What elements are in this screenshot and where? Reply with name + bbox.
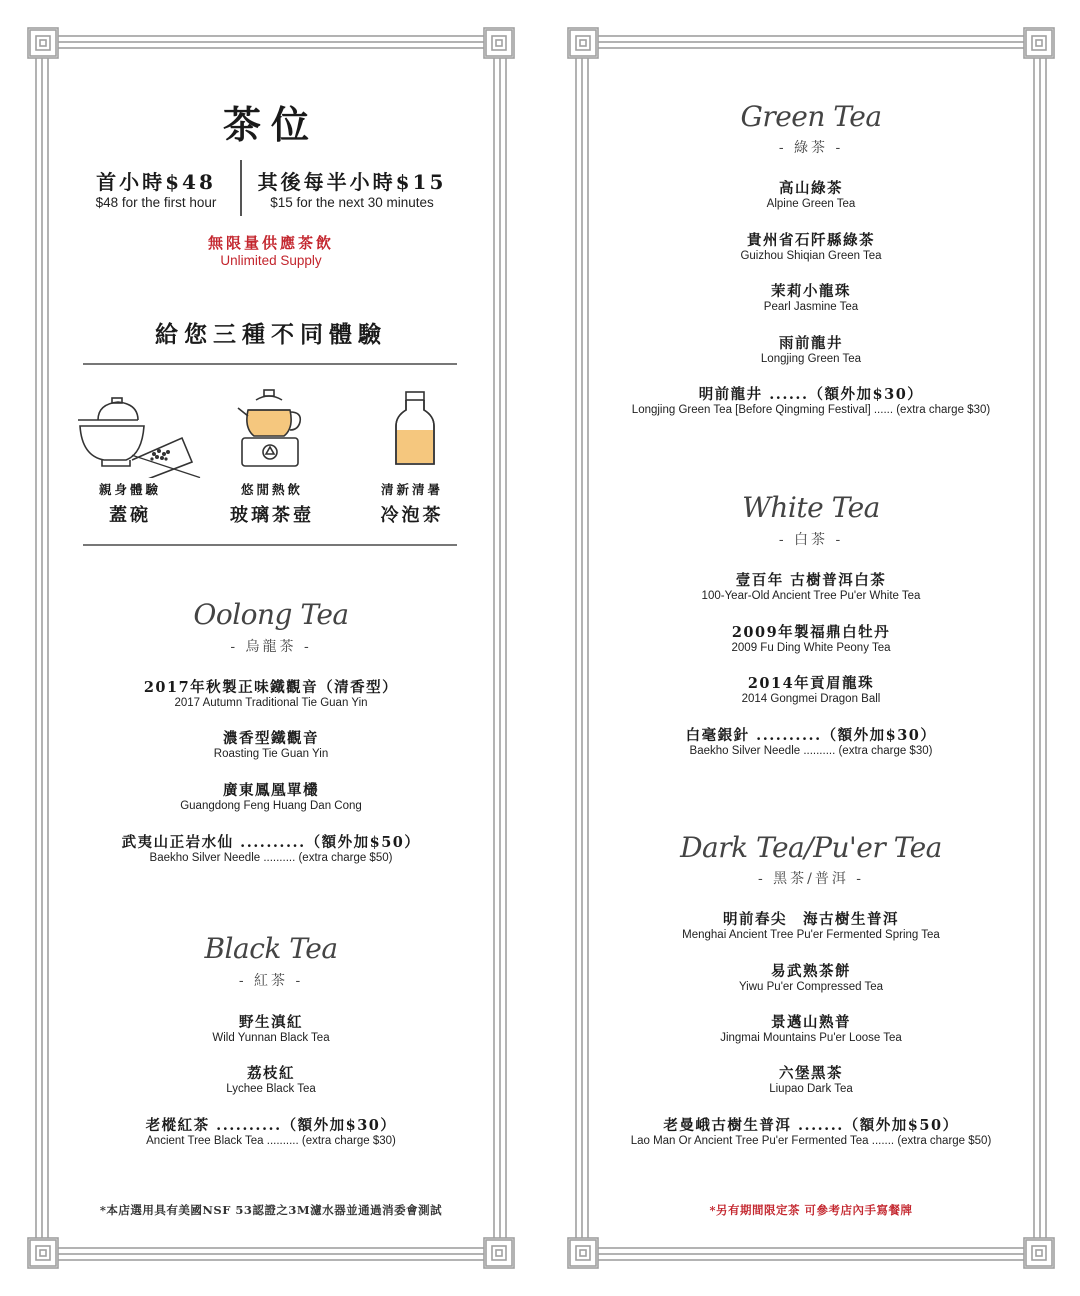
item-zh: 明前龍井 ......（額外加$30） [698,386,924,403]
dark-item [566,1011,1056,1044]
experience-coldbrew [352,480,472,527]
price-next-en: $15 for the next 30 minutes [270,195,434,210]
dark-item [566,960,1056,993]
white-item [566,672,1056,705]
experience-gaiwan [70,480,190,527]
item-en: Menghai Ancient Tree Pu'er Fermented Spring Tea [682,929,940,941]
item-zh: 廣東鳳凰單欉 [223,782,319,799]
item-en: Baekho Silver Needle .......... (extra charge $30) [689,745,933,757]
black-title: Black Tea [204,932,338,965]
item-zh: 景邁山熟普 [771,1014,851,1031]
item-en: Yiwu Pu'er Compressed Tea [738,981,884,993]
price-first-hour [66,166,246,210]
green-item [566,280,1056,313]
white-item [566,724,1056,757]
white-subtitle: - 白茶 - [778,532,844,548]
item-zh: 野生滇紅 [239,1014,303,1031]
item-en: Jingmai Mountains Pu'er Loose Tea [720,1032,902,1044]
item-en: Baekho Silver Needle .......... (extra charge $50) [149,852,393,864]
unlimited-en: Unlimited Supply [220,253,322,268]
item-en: 2014 Gongmei Dragon Ball [741,693,881,705]
item-zh: 2014年貢眉龍珠 [747,675,875,692]
dark-item [566,1114,1056,1147]
experience-coldbrew-small: 清新清暑 [380,482,443,497]
item-zh: 明前春尖 海古樹生普洱 [723,911,899,928]
gaiwan-icon [74,396,204,478]
item-zh: 2017年秋製正味鐵觀音（清香型） [143,679,399,696]
item-zh: 壹百年 古樹普洱白茶 [735,572,887,589]
item-zh: 濃香型鐵觀音 [223,730,319,747]
item-en: 100-Year-Old Ancient Tree Pu'er White Tea [701,590,921,602]
cold-brew-bottle-icon [392,390,438,468]
black-item [26,1011,516,1044]
dark-item [566,1062,1056,1095]
oolong-title: Oolong Tea [193,598,349,631]
item-en: Ancient Tree Black Tea .......... (extra charge $30) [146,1135,396,1147]
black-item [26,1062,516,1095]
item-zh: 貴州省石阡縣綠茶 [747,232,875,249]
item-en: Alpine Green Tea [766,198,856,210]
price-first-zh: 首小時$48 [96,170,216,194]
item-en: Lao Man Or Ancient Tree Pu'er Fermented Tea ....... (extra charge $50) [630,1135,992,1147]
item-en: Roasting Tie Guan Yin [213,748,329,760]
black-item [26,1114,516,1147]
experience-top-rule [83,363,457,365]
limited-tea-footnote: *另有期間限定茶 可參考店內手寫餐牌 [709,1203,913,1217]
item-zh: 老曼峨古樹生普洱 .......（額外加$50） [663,1117,959,1134]
green-subtitle: - 綠茶 - [778,140,844,156]
dark-title: Dark Tea/Pu'er Tea [680,831,942,864]
experience-heading: 給您三種不同體驗 [155,321,387,348]
item-zh: 荔枝紅 [247,1065,295,1082]
oolong-item [26,676,516,709]
item-en: Longjing Green Tea [Before Qingming Festival] ...... (extra charge $30) [631,404,991,416]
item-en: Guizhou Shiqian Green Tea [740,250,882,262]
price-next-zh: 其後每半小時$15 [257,170,447,194]
item-zh: 雨前龍井 [779,335,843,352]
right-menu-panel [566,26,1056,1270]
price-first-en: $48 for the first hour [95,195,217,210]
item-zh: 茉莉小龍珠 [771,283,851,300]
dark-subtitle: - 黑茶/普洱 - [757,871,865,887]
item-en: Longjing Green Tea [760,353,862,365]
green-item [566,383,1056,416]
item-en: Guangdong Feng Huang Dan Cong [180,800,362,812]
experience-teapot [212,480,332,527]
experience-teapot-small: 悠閒熱飲 [240,482,303,497]
experience-coldbrew-big: 冷泡茶 [380,505,444,526]
green-item [566,229,1056,262]
item-zh: 老樅紅茶 ..........（額外加$30） [145,1117,397,1134]
filter-footnote: *本店選用具有美國NSF 53認證之3M濾水器並通過消委會測試 [99,1203,443,1217]
experience-bottom-rule [83,544,457,546]
glass-teapot-icon [234,388,310,470]
item-zh: 六堡黑茶 [779,1065,843,1082]
green-item [566,332,1056,365]
green-title: Green Tea [740,100,882,133]
oolong-item [26,779,516,812]
left-menu-panel [26,26,516,1270]
item-en: 2017 Autumn Traditional Tie Guan Yin [174,697,368,709]
experience-gaiwan-small: 親身體驗 [98,482,161,497]
price-next-half-hour [242,166,462,210]
item-en: Pearl Jasmine Tea [763,301,859,313]
item-en: Wild Yunnan Black Tea [212,1032,330,1044]
black-subtitle: - 紅茶 - [238,973,304,989]
experience-teapot-big: 玻璃茶壺 [230,505,314,526]
oolong-item [26,831,516,864]
item-zh: 白毫銀針 ..........（額外加$30） [685,727,937,744]
white-title: White Tea [742,491,880,524]
item-zh: 易武熟茶餅 [771,963,851,980]
white-item [566,621,1056,654]
white-item [566,569,1056,602]
item-en: 2009 Fu Ding White Peony Tea [731,642,891,654]
experience-gaiwan-big: 蓋碗 [109,505,151,526]
oolong-subtitle: - 烏龍茶 - [230,639,312,655]
item-zh: 2009年製福鼎白牡丹 [731,624,891,641]
green-item [566,177,1056,210]
dark-item [566,908,1056,941]
item-zh: 武夷山正岩水仙 ..........（額外加$50） [121,834,421,851]
unlimited-zh: 無限量供應茶飲 [207,234,334,252]
item-zh: 高山綠茶 [779,180,843,197]
item-en: Lychee Black Tea [226,1083,316,1095]
item-en: Liupao Dark Tea [769,1083,853,1095]
oolong-item [26,727,516,760]
page-title: 茶位 [222,102,319,147]
